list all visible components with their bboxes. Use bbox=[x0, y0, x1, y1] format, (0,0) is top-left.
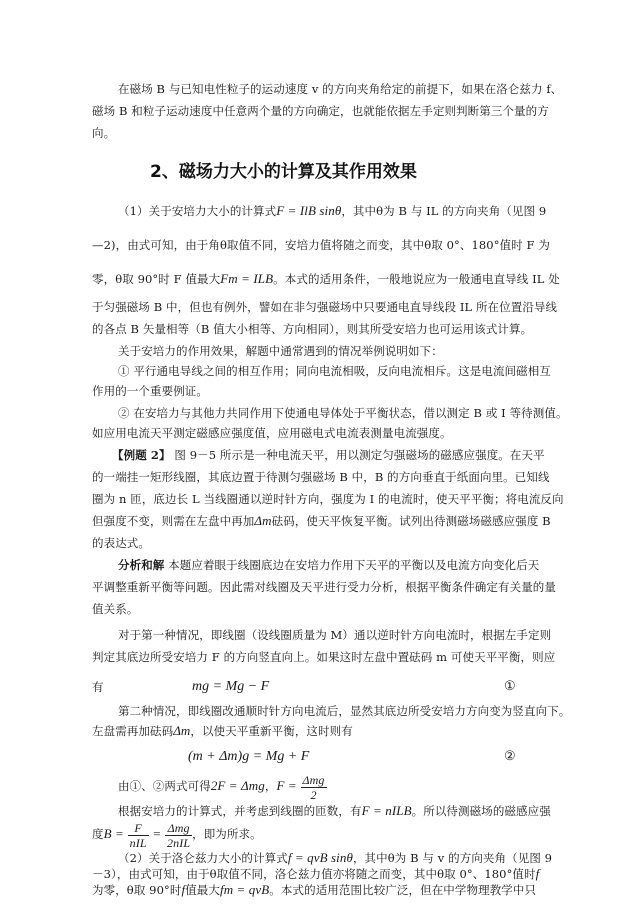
analysis-line9-sep: ， bbox=[264, 779, 277, 793]
example-label: 【例题 2】 bbox=[112, 448, 171, 462]
analysis-line-5: 判定其底边所受安培力 F 的方向竖直向上。如果这时左盘中置砝码 m 可使天平平衡，则应 bbox=[92, 650, 556, 664]
analysis-line-1 bbox=[118, 554, 539, 576]
analysis-line-9 bbox=[118, 770, 327, 802]
para2-line1-pre: （2）关于洛仑兹力大小的计算式 bbox=[118, 851, 288, 865]
b-fraction-a bbox=[128, 821, 149, 850]
equation-1-number: ① bbox=[504, 679, 516, 694]
para1-line-3 bbox=[92, 268, 560, 290]
delta-m-symbol-2: Δm bbox=[173, 723, 191, 738]
para2-line2-pre: －3），由式可知，由于θ取值不同，洛仑兹力值亦将随之而变，其中θ取 0°、180°值时 bbox=[92, 867, 536, 881]
example-line4-post: 砝码，使天平恢复平衡。试列出待测磁场磁感应强度 B bbox=[271, 514, 551, 528]
para1-line3-post: 。本式的适用条件，一般地说应为一般通电直导线 IL 处 bbox=[273, 272, 560, 286]
analysis-line10-pre: 根据安培力的计算式，并考虑到线圈的匝数，有 bbox=[118, 804, 362, 818]
example-line-5: 的表达式。 bbox=[92, 536, 150, 550]
analysis-line-4: 对于第一种情况，即线圈（设线圈质量为 M）通以逆时针方向电流时，根据左手定则 bbox=[118, 628, 552, 642]
analysis-line11-post: ，即为所求。 bbox=[192, 827, 262, 841]
equation-1: mg = Mg − F bbox=[192, 679, 270, 694]
f-fraction-numerator: Δmg bbox=[302, 772, 325, 787]
intro-line-2: 磁场 B 和粒子运动速度中任意两个量的方向确定，也就能依据左手定则判断第三个量的方 bbox=[92, 104, 549, 118]
equation-2-number: ② bbox=[504, 749, 516, 764]
para1-line-5: 的各点 B 矢量相等（B 值大小相等、方向相同），则其所受安培力也可运用该式计算。 bbox=[92, 322, 533, 336]
two-f-formula: 2F = Δmg bbox=[210, 778, 265, 793]
b-fraction-a-denominator: nIL bbox=[129, 835, 147, 850]
para1-line-2: —2)，由式可知，由于角θ取值不同，安培力值将随之而变，其中θ取 0°、180°值时 F 为 bbox=[92, 238, 550, 252]
analysis-label: 分析和解 bbox=[118, 558, 165, 572]
analysis-line11-pre: 度 bbox=[92, 827, 104, 841]
para2-line1-post: ，其中θ为 B 与 v 的方向夹角（见图 9 bbox=[352, 851, 553, 865]
b-fraction-b-denominator: 2nIL bbox=[167, 835, 191, 850]
para1-line-6: 关于安培力的作用效果，解题中通常遇到的情况举例说明如下： bbox=[118, 344, 443, 358]
equation-2: (m + Δm)g = Mg + F bbox=[188, 749, 310, 764]
max-lorentz-formula: fm = qvB bbox=[220, 882, 270, 897]
f-fraction-denominator: 2 bbox=[310, 787, 317, 802]
max-force-formula: Fm = ILB bbox=[220, 271, 274, 286]
para2-line-3 bbox=[92, 882, 536, 898]
item2-line-1: ② 在安培力与其他力共同作用下使通电导体处于平衡状态，借以测定 B 或 I 等待测值。 bbox=[118, 406, 568, 420]
example-line-3: 圈为 n 匝，底边长 L 当线圈通以逆时针方向，强度为 I 的电流时，使天平平衡；将电流反向 bbox=[92, 492, 564, 506]
analysis-line-8 bbox=[92, 720, 353, 742]
f-fraction bbox=[301, 773, 327, 802]
item2-line-2: 如应用电流天平测定磁感应强度值，应用磁电式电流表测量电流强度。 bbox=[92, 426, 452, 440]
para2-line3-post: 。本式的适用范围比较广泛，但在中学物理教学中只 bbox=[269, 883, 537, 897]
b-fraction-b bbox=[165, 821, 192, 850]
analysis-line-3: 值关系。 bbox=[92, 602, 139, 616]
b-fraction-b-numerator: Δmg bbox=[165, 821, 192, 836]
para2-line3-mid: 值最大 bbox=[185, 883, 220, 897]
para1-line-1 bbox=[118, 200, 546, 222]
example-line4-pre: 但强度不变，则需在左盘中再加 bbox=[92, 514, 255, 528]
analysis-line-11 bbox=[92, 818, 262, 850]
example-line-4 bbox=[92, 510, 551, 532]
intro-line-3: 向。 bbox=[92, 126, 116, 140]
f-lhs: F = bbox=[276, 778, 297, 793]
lorentz-force-formula: f = qvB sinθ bbox=[287, 850, 353, 865]
b-equals: = bbox=[152, 826, 162, 841]
para1-line1-post: ，其中θ为 B 与 IL 的方向夹角（见图 9 bbox=[341, 204, 547, 218]
analysis-line6-pre: 有 bbox=[92, 680, 104, 694]
analysis-line-2: 平调整重新平衡等问题。因此需对线圈及天平进行受力分析，根据平衡条件确定有关量的量 bbox=[92, 580, 556, 594]
analysis-line10-post: 。所以待测磁场的磁感应强 bbox=[411, 804, 551, 818]
para1-line-4: 于匀强磁场 B 中，但也有例外，譬如在非匀强磁场中只要通电直导线段 IL 所在位置沿导线 bbox=[92, 300, 558, 314]
para1-line1-pre: （1）关于安培力大小的计算式 bbox=[118, 204, 277, 218]
b-lhs: B = bbox=[103, 826, 124, 841]
para2-line-2 bbox=[92, 866, 539, 882]
item1-line-1: ① 平行通电导线之间的相互作用；同向电流相吸，反向电流相斥。这是电流间磁相互 bbox=[118, 364, 551, 378]
example-line-2: 的一端挂一矩形线圈，其底边置于待测匀强磁场 B 中，B 的方向垂直于纸面向里。已知线 bbox=[92, 470, 550, 484]
item1-line-2: 作用的一个重要例证。 bbox=[92, 384, 208, 398]
b-fraction-a-numerator: F bbox=[128, 821, 149, 836]
analysis-line8-pre: 左盘需再加砝码 bbox=[92, 724, 174, 738]
analysis-text-1: 本题应着眼于线圈底边在安培力作用下天平的平衡以及电流方向变化后天 bbox=[164, 558, 540, 572]
analysis-line-7: 第二种情况，即线圈改通顺时针方向电流后，显然其底边所受安培力方向变为竖直向下。 bbox=[118, 704, 571, 718]
analysis-line9-pre: 由①、②两式可得 bbox=[118, 779, 211, 793]
para2-line-1 bbox=[118, 850, 552, 866]
para1-line3-pre: 零，θ取 90°时 F 值最大 bbox=[92, 272, 221, 286]
delta-m-symbol: Δm bbox=[254, 513, 272, 528]
f-symbol: f bbox=[535, 866, 540, 881]
analysis-line8-post: ，以使天平重新平衡，这时则有 bbox=[190, 724, 353, 738]
example-line-1 bbox=[112, 444, 545, 466]
example-text-1: 图 9－5 所示是一种电流天平，用以测定匀强磁场的磁感应强度。在天平 bbox=[170, 448, 545, 462]
f-nilb-formula: F = nILB bbox=[361, 803, 412, 818]
f-symbol-2: f bbox=[181, 882, 186, 897]
ampere-force-formula: F = IlB sinθ bbox=[276, 203, 342, 218]
para2-line3-pre: 为零，θ取 90°时 bbox=[92, 883, 182, 897]
section-heading: 2、磁场力大小的计算及其作用效果 bbox=[150, 162, 417, 182]
intro-line-1: 在磁场 B 与已知电性粒子的运动速度 v 的方向夹角给定的前提下，如果在洛仑兹力 f、 bbox=[118, 82, 563, 96]
